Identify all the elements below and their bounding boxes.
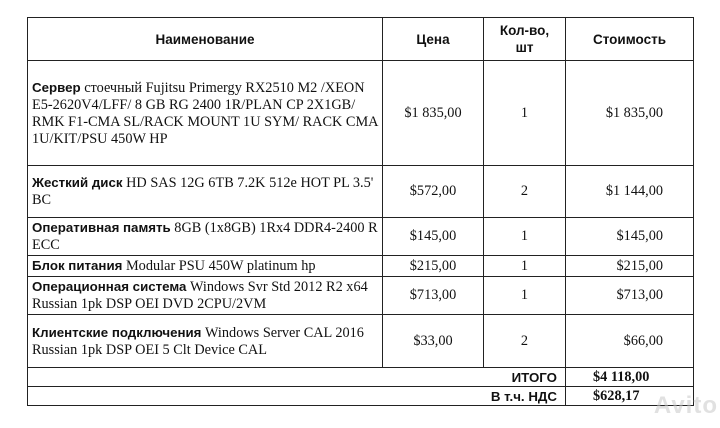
- row-price: $215,00: [383, 256, 484, 277]
- row-cost: $713,00: [566, 277, 694, 315]
- table-row: [28, 277, 694, 315]
- price-table: [27, 17, 694, 406]
- row-name-rest: стоечный Fujitsu Primergy RX2510 M2 /XEON E5-2620V4/LFF/ 8 GB RG 2400 1R/PLAN CP 2X1GB/ RMK F1-CMA SL/RACK MOUNT 1U SYM/ RACK CMA 1U/KIT/PSU 450W HP: [32, 79, 378, 147]
- row-name-bold: Клиентские подключения: [32, 324, 202, 340]
- row-price: $33,00: [383, 315, 484, 368]
- header-name: Наименование: [28, 18, 383, 61]
- vat-value: $628,17: [566, 387, 694, 406]
- header-cost: Стоимость: [566, 18, 694, 61]
- table-row: [28, 256, 694, 277]
- row-name-bold: Блок питания: [32, 258, 123, 273]
- row-qty: 1: [484, 277, 566, 315]
- vat-label: В т.ч. НДС: [28, 387, 566, 406]
- total-row: [28, 368, 694, 387]
- row-name: [28, 166, 383, 218]
- row-price: $572,00: [383, 166, 484, 218]
- total-value: $4 118,00: [566, 368, 694, 387]
- row-name-rest: Modular PSU 450W platinum hp: [122, 258, 316, 274]
- row-name-rest: Windows Svr Std 2012 R2 x64 Russian 1pk DSP OEI DVD 2CPU/2VM: [32, 279, 368, 312]
- table-header-row: [28, 18, 694, 61]
- row-qty: 1: [484, 218, 566, 256]
- row-name-rest: HD SAS 12G 6TB 7.2K 512e HOT PL 3.5' BC: [32, 175, 374, 208]
- row-cost: $1 144,00: [566, 166, 694, 218]
- row-cost: $66,00: [566, 315, 694, 368]
- header-price: Цена: [383, 18, 484, 61]
- row-name-bold: Сервер: [32, 79, 81, 95]
- table-row: [28, 218, 694, 256]
- row-name: [28, 256, 383, 277]
- row-price: $145,00: [383, 218, 484, 256]
- row-qty: 1: [484, 256, 566, 277]
- row-name-rest: 8GB (1x8GB) 1Rx4 DDR4-2400 R ECC: [32, 220, 378, 253]
- vat-row: [28, 387, 694, 406]
- row-qty: 2: [484, 315, 566, 368]
- header-qty: Кол-во, шт: [484, 18, 566, 61]
- row-qty: 2: [484, 166, 566, 218]
- table-row: [28, 61, 694, 166]
- row-qty: 1: [484, 61, 566, 166]
- total-label: ИТОГО: [28, 368, 566, 387]
- watermark-logo: Avito: [653, 392, 718, 419]
- row-name: [28, 61, 383, 166]
- row-name: [28, 277, 383, 315]
- table-row: [28, 315, 694, 368]
- row-cost: $1 835,00: [566, 61, 694, 166]
- row-price: $1 835,00: [383, 61, 484, 166]
- row-cost: $215,00: [566, 256, 694, 277]
- row-name: [28, 315, 383, 368]
- row-cost: $145,00: [566, 218, 694, 256]
- row-name-rest: Windows Server CAL 2016 Russian 1pk DSP OEI 5 Clt Device CAL: [32, 324, 364, 358]
- table-row: [28, 166, 694, 218]
- row-name: [28, 218, 383, 256]
- row-price: $713,00: [383, 277, 484, 315]
- row-name-bold: Оперативная память: [32, 220, 171, 235]
- row-name-bold: Жесткий диск: [32, 175, 123, 190]
- price-table-sheet: [27, 17, 693, 406]
- row-name-bold: Операционная система: [32, 279, 187, 294]
